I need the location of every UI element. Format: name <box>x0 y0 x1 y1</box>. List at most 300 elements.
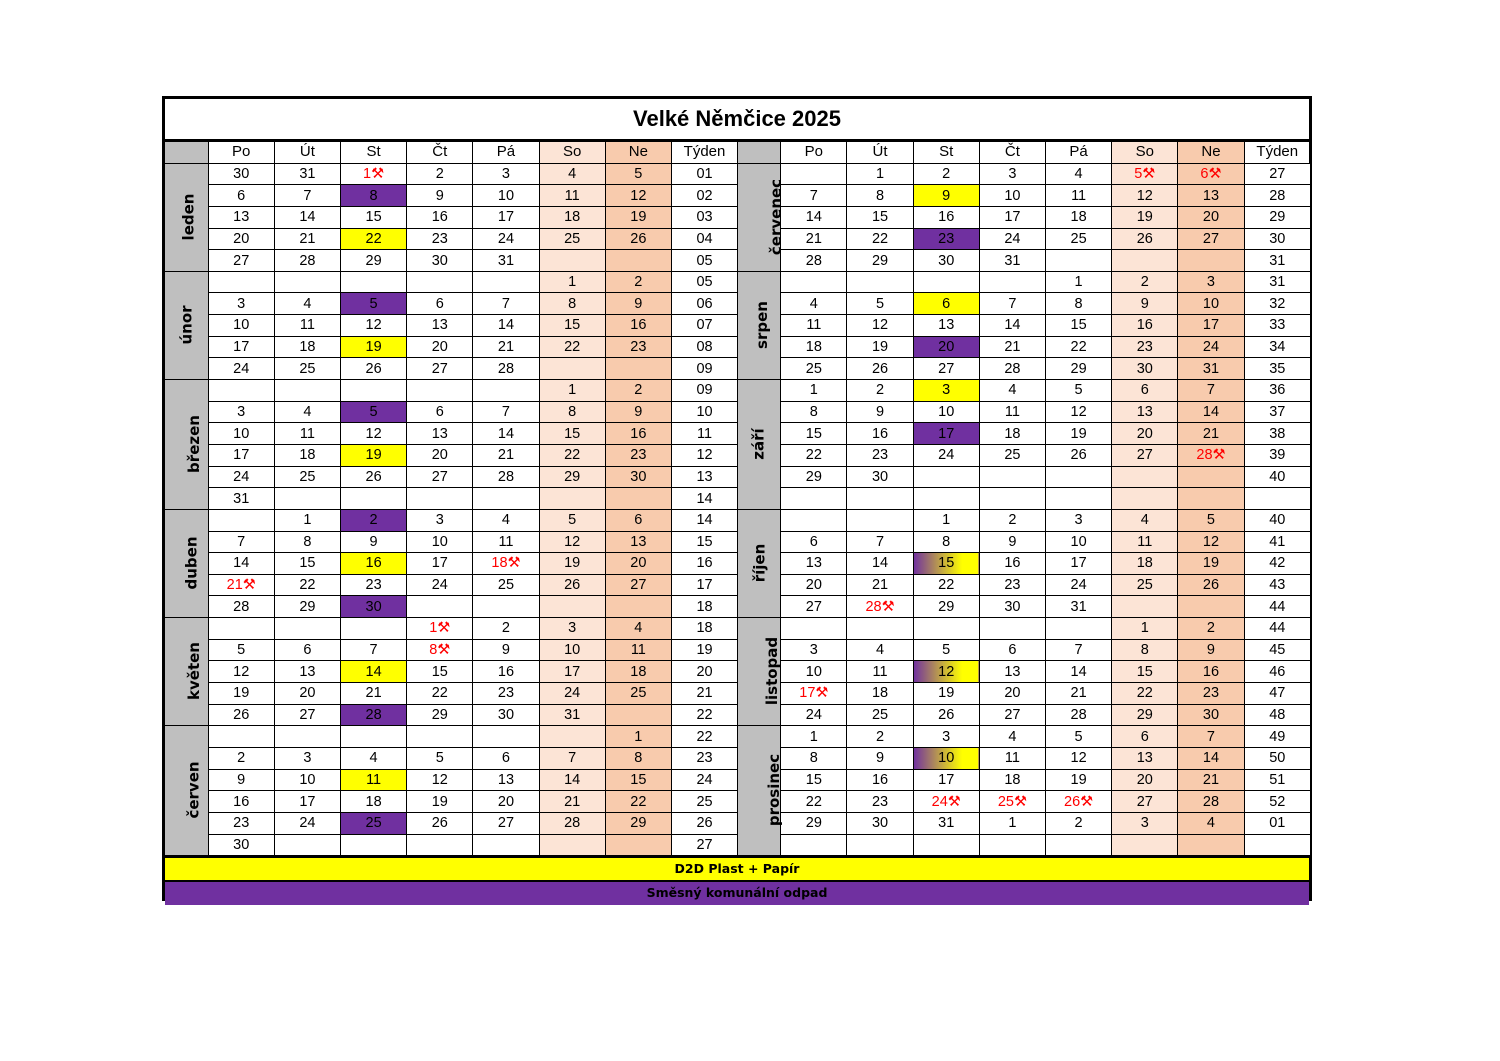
day-cell-ct: 18 <box>979 423 1045 445</box>
day-cell-so: 4 <box>1112 509 1178 531</box>
day-cell-ne <box>605 358 671 380</box>
day-cell-ne: 9 <box>605 401 671 423</box>
day-cell-pa: 11 <box>1046 185 1112 207</box>
day-cell-ct: 23 <box>979 574 1045 596</box>
calendar-row <box>165 726 1311 748</box>
week-number: 40 <box>1244 466 1310 488</box>
day-cell-so: 17 <box>539 661 605 683</box>
day-cell-ut: 18 <box>274 336 340 358</box>
day-cell-so: 27 <box>1112 791 1178 813</box>
day-cell-ne: 13 <box>605 531 671 553</box>
day-cell-st: 19 <box>341 336 407 358</box>
day-cell-po: 27 <box>781 596 847 618</box>
day-cell-pa: 7 <box>473 293 539 315</box>
day-cell-po: 22 <box>781 791 847 813</box>
day-cell-ct: 11 <box>979 401 1045 423</box>
week-number: 15 <box>671 531 737 553</box>
day-cell-pa: 12 <box>1046 747 1112 769</box>
week-number: 30 <box>1244 228 1310 250</box>
day-cell-ut: 16 <box>847 423 913 445</box>
day-cell-ut: 21 <box>274 228 340 250</box>
day-cell-ut: 21 <box>847 574 913 596</box>
day-cell-st: 3 <box>913 380 979 402</box>
day-cell-po: 30 <box>208 163 274 185</box>
day-cell-ct <box>407 380 473 402</box>
day-cell-st: 17 <box>913 769 979 791</box>
week-number: 43 <box>1244 574 1310 596</box>
day-cell-ne: 5 <box>1178 509 1244 531</box>
day-cell-po <box>208 271 274 293</box>
day-cell-st <box>341 726 407 748</box>
day-cell-ut <box>274 726 340 748</box>
day-cell-po: 24 <box>208 466 274 488</box>
day-cell-po: 29 <box>781 812 847 834</box>
day-cell-ct: 1⚒ <box>407 618 473 640</box>
day-cell-po: 3 <box>208 401 274 423</box>
day-cell-ct: 11 <box>979 747 1045 769</box>
day-cell-ne: 23 <box>605 336 671 358</box>
day-cell-po <box>781 271 847 293</box>
day-cell-ct: 21 <box>979 336 1045 358</box>
day-cell-pa: 28 <box>473 466 539 488</box>
day-cell-pa: 18⚒ <box>473 553 539 575</box>
day-cell-pa <box>1046 618 1112 640</box>
day-cell-ct: 20 <box>407 444 473 466</box>
day-cell-pa: 14 <box>473 423 539 445</box>
month-label-květen <box>165 618 208 726</box>
day-cell-ne: 28 <box>1178 791 1244 813</box>
week-number: 02 <box>671 185 737 207</box>
day-cell-ne: 17 <box>1178 315 1244 337</box>
day-cell-st: 13 <box>913 315 979 337</box>
week-number: 46 <box>1244 661 1310 683</box>
day-cell-pa: 2 <box>1046 812 1112 834</box>
day-cell-po: 2 <box>208 747 274 769</box>
day-cell-ne: 12 <box>605 185 671 207</box>
calendar-row <box>165 380 1311 402</box>
week-number: 37 <box>1244 401 1310 423</box>
day-cell-so: 5 <box>539 509 605 531</box>
month-label-červen <box>165 726 208 856</box>
day-cell-ne <box>1178 596 1244 618</box>
header-ct: Čt <box>407 142 473 164</box>
week-number: 11 <box>671 423 737 445</box>
day-cell-ct: 25⚒ <box>979 791 1045 813</box>
day-cell-ct: 18 <box>979 769 1045 791</box>
day-cell-ut: 8 <box>847 185 913 207</box>
week-number: 19 <box>671 639 737 661</box>
day-cell-pa: 12 <box>1046 401 1112 423</box>
day-cell-st: 12 <box>341 423 407 445</box>
day-cell-ne: 14 <box>1178 747 1244 769</box>
day-cell-pa: 5 <box>1046 726 1112 748</box>
header-tyden: Týden <box>1244 142 1310 164</box>
day-cell-so: 23 <box>1112 336 1178 358</box>
day-cell-ct: 24 <box>979 228 1045 250</box>
header-ut: Út <box>274 142 340 164</box>
day-cell-so: 29 <box>1112 704 1178 726</box>
week-number: 12 <box>671 444 737 466</box>
day-cell-po <box>781 488 847 510</box>
day-cell-ct: 19 <box>407 791 473 813</box>
day-cell-st: 9 <box>341 531 407 553</box>
day-cell-po <box>781 618 847 640</box>
day-cell-so: 18 <box>1112 553 1178 575</box>
day-cell-ct: 6 <box>979 639 1045 661</box>
day-cell-ct: 2 <box>979 509 1045 531</box>
day-cell-po: 10 <box>781 661 847 683</box>
day-cell-ne: 19 <box>605 206 671 228</box>
day-cell-ut: 3 <box>274 747 340 769</box>
day-cell-st <box>913 488 979 510</box>
day-cell-ut: 22 <box>847 228 913 250</box>
day-cell-pa: 25 <box>1046 228 1112 250</box>
day-cell-so <box>1112 466 1178 488</box>
day-cell-so: 20 <box>1112 769 1178 791</box>
day-cell-st: 3 <box>913 726 979 748</box>
day-cell-po: 6 <box>781 531 847 553</box>
week-number: 22 <box>671 726 737 748</box>
header-so: So <box>1112 142 1178 164</box>
day-cell-st <box>341 618 407 640</box>
day-cell-ne: 25 <box>605 683 671 705</box>
day-cell-pa: 16 <box>473 661 539 683</box>
week-number <box>1244 834 1310 856</box>
header-po: Po <box>781 142 847 164</box>
day-cell-pa <box>1046 466 1112 488</box>
day-cell-pa: 13 <box>473 769 539 791</box>
day-cell-ne <box>605 704 671 726</box>
day-cell-ct: 7 <box>979 293 1045 315</box>
day-cell-po: 10 <box>208 423 274 445</box>
day-cell-po: 27 <box>208 250 274 272</box>
day-cell-ut: 11 <box>847 661 913 683</box>
day-cell-st: 16 <box>913 206 979 228</box>
week-number: 08 <box>671 336 737 358</box>
day-cell-po: 13 <box>781 553 847 575</box>
day-cell-so: 25 <box>1112 574 1178 596</box>
day-cell-ne: 2 <box>605 271 671 293</box>
day-cell-pa: 26⚒ <box>1046 791 1112 813</box>
week-number: 01 <box>1244 812 1310 834</box>
day-cell-ne: 5 <box>605 163 671 185</box>
day-cell-st: 7 <box>341 639 407 661</box>
day-cell-st: 30 <box>341 596 407 618</box>
header-ne: Ne <box>1178 142 1244 164</box>
day-cell-so <box>1112 834 1178 856</box>
day-cell-po: 15 <box>781 769 847 791</box>
day-cell-po: 8 <box>781 401 847 423</box>
week-number: 32 <box>1244 293 1310 315</box>
day-cell-st <box>341 271 407 293</box>
day-cell-ne: 14 <box>1178 401 1244 423</box>
day-cell-so: 22 <box>539 444 605 466</box>
day-cell-ut: 11 <box>274 315 340 337</box>
day-cell-ne: 31 <box>1178 358 1244 380</box>
month-label-říjen <box>738 509 781 617</box>
day-cell-po: 17⚒ <box>781 683 847 705</box>
day-cell-st: 19 <box>913 683 979 705</box>
day-cell-ut: 24 <box>274 812 340 834</box>
day-cell-so: 15 <box>1112 661 1178 683</box>
day-cell-so: 8 <box>539 293 605 315</box>
day-cell-st: 31 <box>913 812 979 834</box>
day-cell-so: 4 <box>539 163 605 185</box>
day-cell-ct: 3 <box>407 509 473 531</box>
day-cell-ct: 9 <box>979 531 1045 553</box>
day-cell-st: 19 <box>341 444 407 466</box>
day-cell-st: 1 <box>913 509 979 531</box>
day-cell-po: 14 <box>781 206 847 228</box>
day-cell-st <box>913 271 979 293</box>
day-cell-pa: 7 <box>1046 639 1112 661</box>
day-cell-st: 17 <box>913 423 979 445</box>
day-cell-po: 25 <box>781 358 847 380</box>
month-name: leden <box>179 193 198 241</box>
week-number: 27 <box>1244 163 1310 185</box>
day-cell-ne: 28⚒ <box>1178 444 1244 466</box>
day-cell-ct: 14 <box>979 315 1045 337</box>
week-number: 24 <box>671 769 737 791</box>
week-number: 05 <box>671 250 737 272</box>
day-cell-st: 26 <box>341 466 407 488</box>
day-cell-po: 29 <box>781 466 847 488</box>
day-cell-ut: 23 <box>847 444 913 466</box>
day-cell-ct <box>407 726 473 748</box>
day-cell-ne: 3 <box>1178 271 1244 293</box>
day-cell-so: 26 <box>539 574 605 596</box>
day-cell-st <box>341 834 407 856</box>
week-number: 50 <box>1244 747 1310 769</box>
day-cell-so: 18 <box>539 206 605 228</box>
week-number: 48 <box>1244 704 1310 726</box>
day-cell-ne: 29 <box>605 812 671 834</box>
day-cell-ut: 4 <box>274 293 340 315</box>
day-cell-so: 19 <box>1112 206 1178 228</box>
header-st: St <box>341 142 407 164</box>
week-number: 03 <box>671 206 737 228</box>
day-cell-pa: 11 <box>473 531 539 553</box>
day-cell-ct <box>979 618 1045 640</box>
week-number: 13 <box>671 466 737 488</box>
week-number: 01 <box>671 163 737 185</box>
day-cell-pa: 31 <box>473 250 539 272</box>
day-cell-pa: 18 <box>1046 206 1112 228</box>
day-cell-pa: 5 <box>1046 380 1112 402</box>
week-number: 52 <box>1244 791 1310 813</box>
day-cell-pa: 31 <box>1046 596 1112 618</box>
day-cell-po <box>781 163 847 185</box>
day-cell-ct <box>979 466 1045 488</box>
week-number: 41 <box>1244 531 1310 553</box>
day-cell-ct: 27 <box>407 358 473 380</box>
day-cell-ut: 14 <box>274 206 340 228</box>
day-cell-st: 16 <box>341 553 407 575</box>
day-cell-po: 1 <box>781 726 847 748</box>
day-cell-so <box>539 358 605 380</box>
day-cell-ut <box>274 834 340 856</box>
header-corner <box>165 142 208 164</box>
day-cell-so: 16 <box>1112 315 1178 337</box>
day-cell-po: 28 <box>781 250 847 272</box>
day-cell-po: 31 <box>208 488 274 510</box>
day-cell-pa: 6 <box>473 747 539 769</box>
day-cell-ne: 23 <box>1178 683 1244 705</box>
day-cell-po: 23 <box>208 812 274 834</box>
day-cell-st <box>341 380 407 402</box>
day-cell-po: 3 <box>208 293 274 315</box>
day-cell-po: 22 <box>781 444 847 466</box>
day-cell-po: 26 <box>208 704 274 726</box>
header-so: So <box>539 142 605 164</box>
week-number: 05 <box>671 271 737 293</box>
day-cell-ut: 30 <box>847 466 913 488</box>
day-cell-st: 10 <box>913 747 979 769</box>
calendar-row <box>165 271 1311 293</box>
day-cell-ct: 31 <box>979 250 1045 272</box>
day-cell-ct <box>979 834 1045 856</box>
day-cell-po: 24 <box>208 358 274 380</box>
day-cell-ne: 30 <box>605 466 671 488</box>
day-cell-ne: 2 <box>605 380 671 402</box>
week-number: 49 <box>1244 726 1310 748</box>
day-cell-pa: 21 <box>1046 683 1112 705</box>
day-cell-pa: 30 <box>473 704 539 726</box>
day-cell-so: 5⚒ <box>1112 163 1178 185</box>
day-cell-ne <box>605 488 671 510</box>
week-number: 31 <box>1244 271 1310 293</box>
week-number: 31 <box>1244 250 1310 272</box>
day-cell-ne: 26 <box>605 228 671 250</box>
day-cell-po: 17 <box>208 336 274 358</box>
day-cell-ct: 17 <box>407 553 473 575</box>
day-cell-ne: 30 <box>1178 704 1244 726</box>
day-cell-ct: 27 <box>979 704 1045 726</box>
day-cell-ne <box>1178 250 1244 272</box>
day-cell-ne: 18 <box>605 661 671 683</box>
day-cell-st: 22 <box>913 574 979 596</box>
day-cell-so: 15 <box>539 423 605 445</box>
day-cell-pa: 14 <box>473 315 539 337</box>
day-cell-st: 15 <box>341 206 407 228</box>
day-cell-so <box>1112 596 1178 618</box>
month-name: září <box>750 428 769 460</box>
day-cell-so: 31 <box>539 704 605 726</box>
day-cell-pa <box>1046 488 1112 510</box>
day-cell-ut: 10 <box>274 769 340 791</box>
day-cell-ct: 6 <box>407 401 473 423</box>
day-cell-ut <box>274 380 340 402</box>
week-number: 26 <box>671 812 737 834</box>
month-label-leden <box>165 163 208 271</box>
day-cell-st: 18 <box>341 791 407 813</box>
month-label-prosinec <box>738 726 784 856</box>
day-cell-so: 6 <box>1112 380 1178 402</box>
day-cell-ut: 7 <box>274 185 340 207</box>
day-cell-ct: 1 <box>979 812 1045 834</box>
week-number: 40 <box>1244 509 1310 531</box>
week-number: 20 <box>671 661 737 683</box>
day-cell-ct: 30 <box>979 596 1045 618</box>
week-number: 42 <box>1244 553 1310 575</box>
day-cell-ne: 1 <box>605 726 671 748</box>
week-number: 14 <box>671 488 737 510</box>
day-cell-ne: 13 <box>1178 185 1244 207</box>
day-cell-po <box>781 509 847 531</box>
day-cell-ut: 7 <box>847 531 913 553</box>
day-cell-ne: 20 <box>1178 206 1244 228</box>
day-cell-ne: 7 <box>1178 380 1244 402</box>
day-cell-ne: 6⚒ <box>1178 163 1244 185</box>
day-cell-po: 7 <box>781 185 847 207</box>
day-cell-ne: 19 <box>1178 553 1244 575</box>
day-cell-ut: 18 <box>274 444 340 466</box>
day-cell-pa: 19 <box>1046 423 1112 445</box>
day-cell-po: 5 <box>208 639 274 661</box>
day-cell-po: 14 <box>208 553 274 575</box>
day-cell-pa: 25 <box>473 574 539 596</box>
month-name: únor <box>177 305 196 345</box>
day-cell-so: 22 <box>539 336 605 358</box>
day-cell-ut: 9 <box>847 401 913 423</box>
day-cell-so: 12 <box>1112 185 1178 207</box>
day-cell-ut: 14 <box>847 553 913 575</box>
day-cell-st: 20 <box>913 336 979 358</box>
day-cell-st: 10 <box>913 401 979 423</box>
day-cell-so: 8 <box>539 401 605 423</box>
day-cell-ct: 9 <box>407 185 473 207</box>
day-cell-so: 9 <box>1112 293 1178 315</box>
day-cell-so: 11 <box>539 185 605 207</box>
day-cell-ct: 10 <box>979 185 1045 207</box>
day-cell-so: 1 <box>539 271 605 293</box>
month-name: květen <box>184 642 203 701</box>
day-cell-st: 2 <box>341 509 407 531</box>
day-cell-ut: 18 <box>847 683 913 705</box>
day-cell-pa: 1 <box>1046 271 1112 293</box>
day-cell-ut: 15 <box>274 553 340 575</box>
day-cell-pa: 2 <box>473 618 539 640</box>
day-cell-po <box>208 380 274 402</box>
day-cell-ut <box>847 271 913 293</box>
day-cell-ne: 2 <box>1178 618 1244 640</box>
day-cell-ut: 5 <box>847 293 913 315</box>
day-cell-pa <box>1046 834 1112 856</box>
day-cell-po: 13 <box>208 206 274 228</box>
day-cell-so: 28 <box>539 812 605 834</box>
day-cell-pa: 24 <box>473 228 539 250</box>
month-name: červenec <box>767 178 786 255</box>
day-cell-pa: 23 <box>473 683 539 705</box>
day-cell-ct: 6 <box>407 293 473 315</box>
day-cell-ne: 9 <box>1178 639 1244 661</box>
day-cell-ne: 7 <box>1178 726 1244 748</box>
day-cell-pa <box>473 834 539 856</box>
day-cell-ne <box>1178 488 1244 510</box>
day-cell-pa: 8 <box>1046 293 1112 315</box>
week-number: 35 <box>1244 358 1310 380</box>
day-cell-po: 1 <box>781 380 847 402</box>
day-cell-ne: 6 <box>605 509 671 531</box>
day-cell-st: 24⚒ <box>913 791 979 813</box>
day-cell-ut: 25 <box>274 358 340 380</box>
day-cell-st: 11 <box>341 769 407 791</box>
day-cell-ct: 12 <box>407 769 473 791</box>
day-cell-st: 15 <box>913 553 979 575</box>
header-corner <box>738 142 781 164</box>
day-cell-ut: 28 <box>274 250 340 272</box>
week-number: 04 <box>671 228 737 250</box>
